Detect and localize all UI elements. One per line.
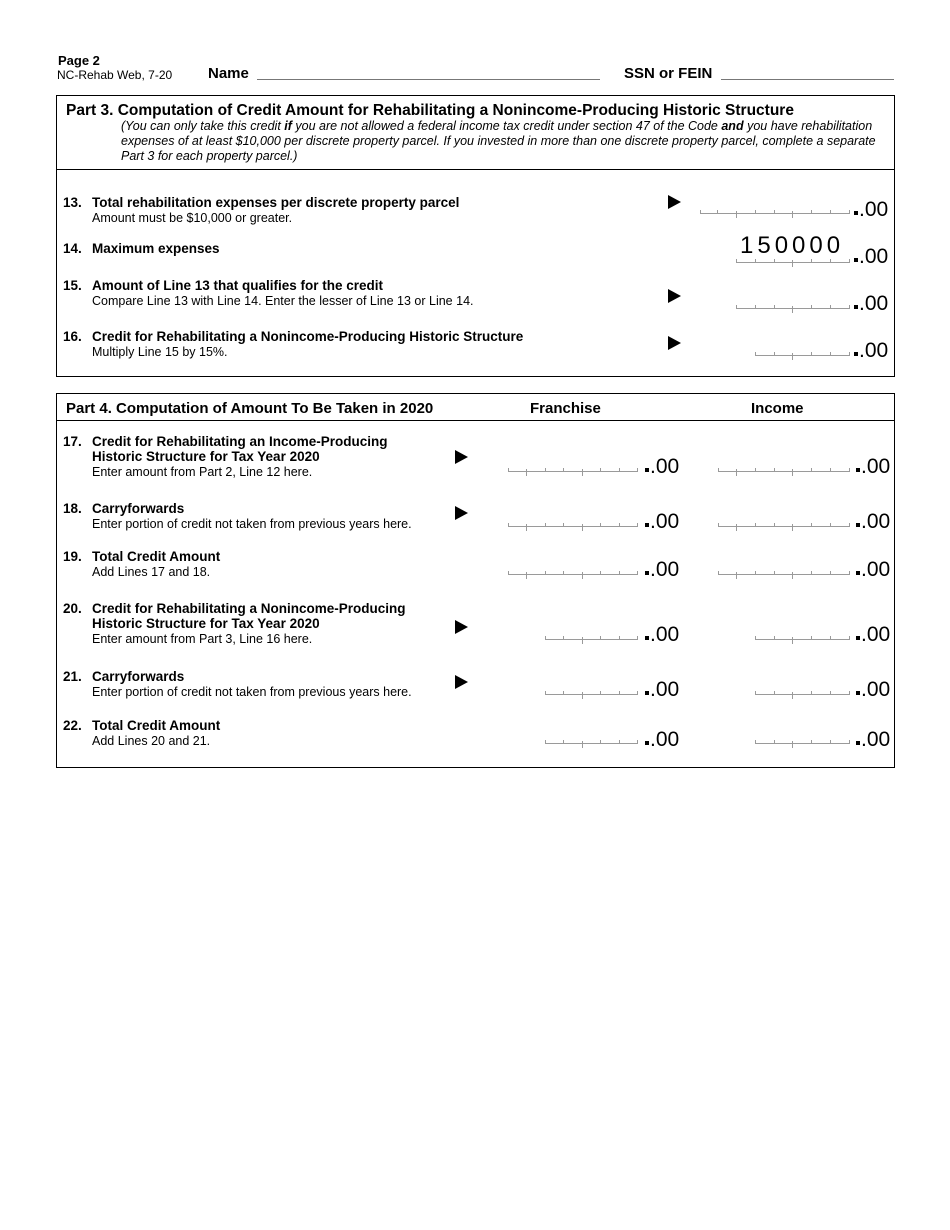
line-number: 19. xyxy=(63,549,82,564)
line-desc: Add Lines 17 and 18. xyxy=(92,565,211,579)
line-22-franchise-cents: .00 xyxy=(645,729,679,751)
line-16-input[interactable] xyxy=(755,334,850,362)
line-title: Total rehabilitation expenses per discrete property parcel xyxy=(92,195,460,210)
line-desc: Add Lines 20 and 21. xyxy=(92,734,211,748)
line-number: 15. xyxy=(63,278,82,293)
line-17-franchise-input[interactable] xyxy=(508,450,638,478)
line-number: 21. xyxy=(63,669,82,684)
col-income-header: Income xyxy=(751,400,804,417)
line-13-cents: .00 xyxy=(854,199,888,221)
line-21-franchise-cents: .00 xyxy=(645,679,679,701)
line-title: Credit for Rehabilitating a Nonincome-Producing Historic Structure xyxy=(92,329,524,344)
part3-note-line1: (You can only take this credit if you are not allowed a federal income tax credit under section 47 of the Code and you have rehabilitation xyxy=(121,119,873,133)
line-18-franchise-cents: .00 xyxy=(645,511,679,533)
line-19-income-cents: .00 xyxy=(856,559,890,581)
line-14-value: 150000 xyxy=(740,232,845,259)
arrow-icon xyxy=(455,620,468,634)
line-22-income-input[interactable] xyxy=(755,722,850,750)
line-desc: Enter portion of credit not taken from previous years here. xyxy=(92,517,412,531)
line-title: Total Credit Amount xyxy=(92,549,221,564)
line-desc: Enter amount from Part 3, Line 16 here. xyxy=(92,632,313,646)
col-franchise-header: Franchise xyxy=(530,400,601,417)
line-number: 13. xyxy=(63,195,82,210)
line-16-cents: .00 xyxy=(854,340,888,362)
line-20-income-input[interactable] xyxy=(755,618,850,646)
line-title: Credit for Rehabilitating a Nonincome-Producing xyxy=(92,601,406,616)
line-17-franchise-cents: .00 xyxy=(645,456,679,478)
line-title-2: Historic Structure for Tax Year 2020 xyxy=(92,449,320,464)
line-desc: Compare Line 13 with Line 14. Enter the lesser of Line 13 or Line 14. xyxy=(92,294,474,308)
arrow-icon xyxy=(668,289,681,303)
line-title-2: Historic Structure for Tax Year 2020 xyxy=(92,616,320,631)
line-number: 14. xyxy=(63,241,82,256)
page-number: Page 2 xyxy=(58,53,100,68)
line-22-franchise-input[interactable] xyxy=(545,722,638,750)
line-18-franchise-input[interactable] xyxy=(508,505,638,533)
line-13-input[interactable] xyxy=(700,192,850,220)
line-14-field xyxy=(736,241,850,269)
arrow-icon xyxy=(668,336,681,350)
line-20-franchise-cents: .00 xyxy=(645,624,679,646)
line-desc: Amount must be $10,000 or greater. xyxy=(92,211,293,225)
line-14-cents: .00 xyxy=(854,246,888,268)
line-desc: Multiply Line 15 by 15%. xyxy=(92,345,228,359)
line-22-income-cents: .00 xyxy=(856,729,890,751)
arrow-icon xyxy=(455,506,468,520)
line-18-income-cents: .00 xyxy=(856,511,890,533)
ssn-field[interactable] xyxy=(721,79,894,80)
arrow-icon xyxy=(455,450,468,464)
part3-note-line2: expenses of at least $10,000 per discrete property parcel. If you invested in more than one discrete property parcel, complete a separate xyxy=(121,134,876,148)
name-field[interactable] xyxy=(257,79,600,80)
line-number: 16. xyxy=(63,329,82,344)
line-15-input[interactable] xyxy=(736,287,850,315)
line-number: 20. xyxy=(63,601,82,616)
line-number: 18. xyxy=(63,501,82,516)
ssn-label: SSN or FEIN xyxy=(624,65,713,82)
line-20-income-cents: .00 xyxy=(856,624,890,646)
part3-divider xyxy=(57,169,894,170)
line-18-income-input[interactable] xyxy=(718,505,850,533)
line-title: Carryforwards xyxy=(92,501,185,516)
line-20-franchise-input[interactable] xyxy=(545,618,638,646)
line-17-income-cents: .00 xyxy=(856,456,890,478)
line-19-income-input[interactable] xyxy=(718,553,850,581)
line-title: Total Credit Amount xyxy=(92,718,221,733)
arrow-icon xyxy=(455,675,468,689)
part3-note-line3: Part 3 for each property parcel.) xyxy=(121,149,298,163)
part4-divider xyxy=(57,420,894,421)
line-desc: Enter amount from Part 2, Line 12 here. xyxy=(92,465,313,479)
line-19-franchise-input[interactable] xyxy=(508,553,638,581)
line-title: Amount of Line 13 that qualifies for the credit xyxy=(92,278,384,293)
line-19-franchise-cents: .00 xyxy=(645,559,679,581)
line-title: Maximum expenses xyxy=(92,241,220,256)
line-21-franchise-input[interactable] xyxy=(545,673,638,701)
line-title: Carryforwards xyxy=(92,669,185,684)
arrow-icon xyxy=(668,195,681,209)
line-number: 22. xyxy=(63,718,82,733)
line-title: Credit for Rehabilitating an Income-Producing xyxy=(92,434,388,449)
line-17-income-input[interactable] xyxy=(718,450,850,478)
line-21-income-cents: .00 xyxy=(856,679,890,701)
part4-title: Part 4. Computation of Amount To Be Taken in 2020 xyxy=(66,400,434,417)
line-number: 17. xyxy=(63,434,82,449)
part3-title: Part 3. Computation of Credit Amount for Rehabilitating a Nonincome-Producing Historic Structure xyxy=(66,102,794,119)
name-label: Name xyxy=(208,65,249,82)
form-id: NC-Rehab Web, 7-20 xyxy=(57,68,173,82)
line-21-income-input[interactable] xyxy=(755,673,850,701)
line-desc: Enter portion of credit not taken from previous years here. xyxy=(92,685,412,699)
line-15-cents: .00 xyxy=(854,293,888,315)
